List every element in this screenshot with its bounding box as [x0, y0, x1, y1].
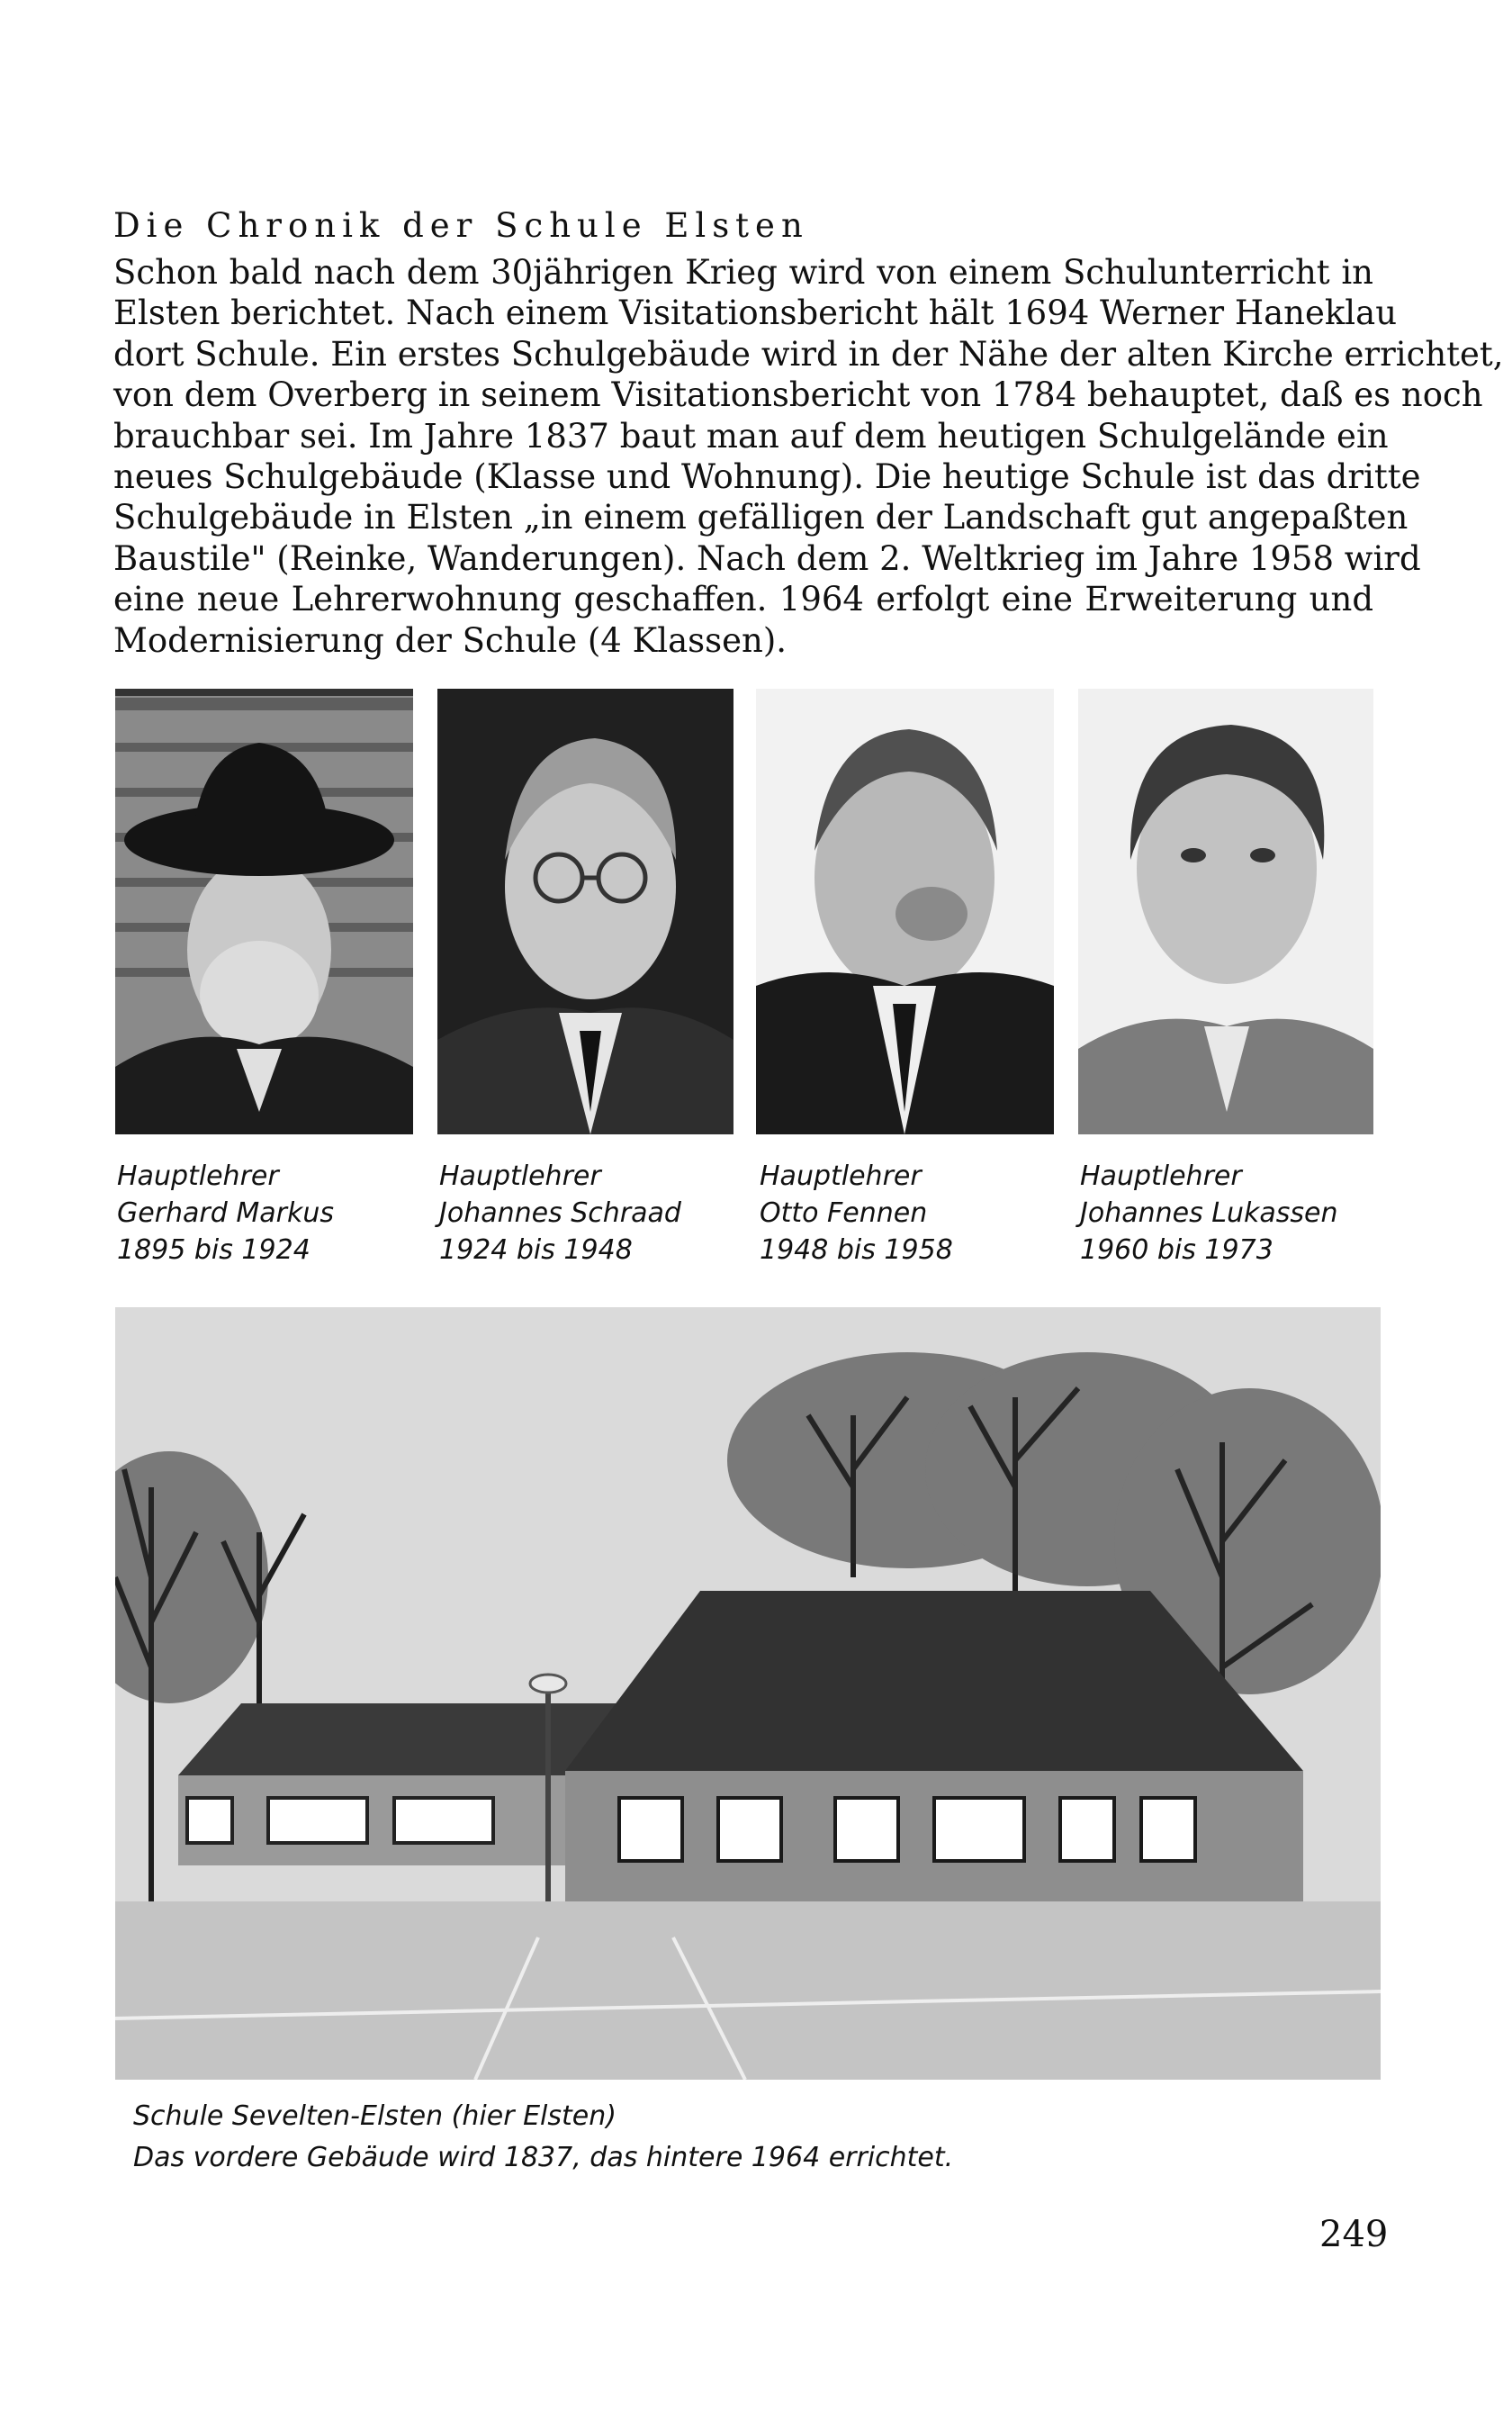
caption-name: Johannes Schraad [439, 1197, 681, 1229]
portrait-photo-2 [437, 689, 734, 1134]
caption-years: 1960 bis 1973 [1080, 1234, 1274, 1266]
portrait-caption-1 [117, 1158, 334, 1269]
page-number: 249 [1319, 2214, 1389, 2255]
caption-title: Hauptlehrer [117, 1160, 279, 1192]
body-line: neues Schulgebäude (Klasse und Wohnung). Die heutige Schule ist das dritte [113, 457, 1421, 497]
body-line: Elsten berichtet. Nach einem Visitationsbericht hält 1694 Werner Haneklau [113, 293, 1398, 333]
body-line: brauchbar sei. Im Jahre 1837 baut man auf dem heutigen Schulgelände ein [113, 416, 1389, 456]
photo-caption-line-1: Schule Sevelten-Elsten (hier Elsten) [133, 2100, 616, 2132]
caption-title: Hauptlehrer [760, 1160, 922, 1192]
portrait-photo-4 [1078, 689, 1373, 1134]
caption-title: Hauptlehrer [1080, 1160, 1242, 1192]
caption-years: 1948 bis 1958 [760, 1234, 953, 1266]
body-line: Schulgebäude in Elsten „in einem gefälligen der Landschaft gut angepaßten [113, 498, 1408, 537]
school-photo-caption [133, 2096, 953, 2179]
body-line: Modernisierung der Schule (4 Klassen). [113, 620, 788, 660]
school-building-photo [115, 1307, 1381, 2080]
body-line: von dem Overberg in seinem Visitationsbericht von 1784 behauptet, daß es noch [113, 375, 1483, 415]
section-heading: Die Chronik der Schule Elsten [113, 206, 809, 245]
caption-name: Otto Fennen [760, 1197, 928, 1229]
caption-name: Johannes Lukassen [1080, 1197, 1338, 1229]
portrait-caption-2 [439, 1158, 681, 1269]
portrait-photo-1 [115, 689, 413, 1134]
body-paragraph [113, 252, 1504, 661]
body-line: Schon bald nach dem 30jährigen Krieg wird von einem Schulunterricht in [113, 253, 1373, 292]
body-line: eine neue Lehrerwohnung geschaffen. 1964 erfolgt eine Erweiterung und [113, 580, 1373, 619]
portrait-photo-3 [756, 689, 1054, 1134]
caption-years: 1895 bis 1924 [117, 1234, 310, 1266]
portrait-caption-3 [760, 1158, 953, 1269]
caption-years: 1924 bis 1948 [439, 1234, 633, 1266]
body-line: Baustile" (Reinke, Wanderungen). Nach dem 2. Weltkrieg im Jahre 1958 wird [113, 538, 1421, 578]
caption-name: Gerhard Markus [117, 1197, 334, 1229]
body-line: dort Schule. Ein erstes Schulgebäude wird in der Nähe der alten Kirche errichtet, [113, 334, 1504, 374]
photo-caption-line-2: Das vordere Gebäude wird 1837, das hintere 1964 errichtet. [133, 2142, 954, 2173]
portrait-caption-4 [1080, 1158, 1337, 1269]
caption-title: Hauptlehrer [439, 1160, 601, 1192]
